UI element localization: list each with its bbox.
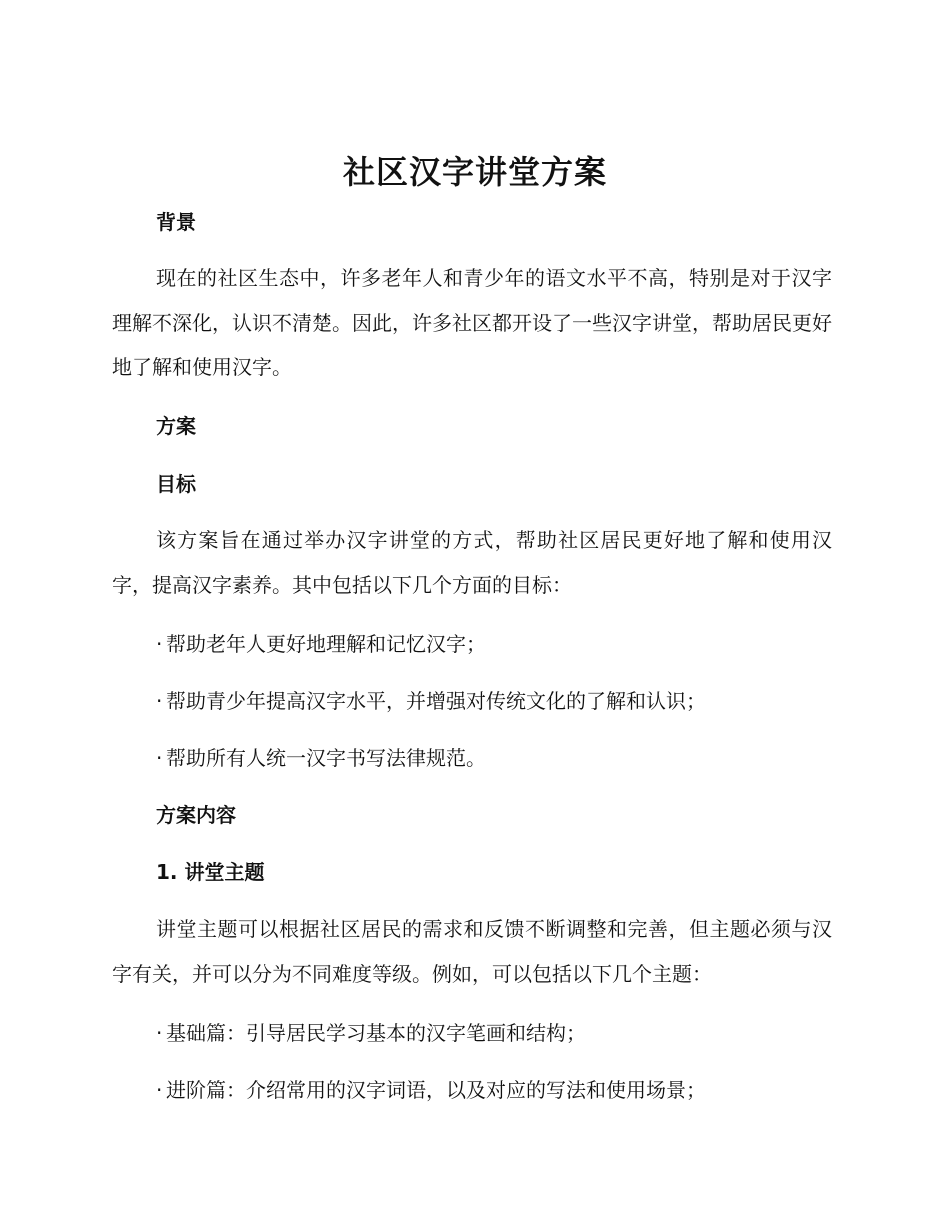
bullet-mark: · (156, 689, 163, 713)
section-heading-background: 背景 (156, 210, 196, 234)
section-heading-topic: 1. 讲堂主题 (156, 860, 265, 884)
bullet-mark: · (156, 1078, 163, 1102)
list-item-text: 基础篇：引导居民学习基本的汉字笔画和结构； (166, 1021, 586, 1045)
bullet-mark: · (156, 632, 163, 656)
list-item (156, 687, 706, 715)
list-item (156, 744, 486, 772)
section-heading-goal: 目标 (156, 472, 196, 496)
section-heading-content: 方案内容 (156, 803, 236, 827)
list-item-text: 帮助老年人更好地理解和记忆汉字； (166, 632, 486, 656)
list-item-text: 帮助所有人统一汉字书写法律规范。 (166, 746, 486, 770)
list-item-text: 帮助青少年提高汉字水平，并增强对传统文化的了解和认识； (166, 689, 706, 713)
list-item (156, 630, 486, 658)
list-item-text: 进阶篇：介绍常用的汉字词语，以及对应的写法和使用场景； (166, 1078, 706, 1102)
paragraph-topic: 讲堂主题可以根据社区居民的需求和反馈不断调整和完善，但主题必须与汉字有关，并可以分为不同难度等级。例如，可以包括以下几个主题： (112, 917, 832, 986)
list-item (156, 1076, 706, 1104)
paragraph-background: 现在的社区生态中，许多老年人和青少年的语文水平不高，特别是对于汉字理解不深化，认识不清楚。因此，许多社区都开设了一些汉字讲堂，帮助居民更好地了解和使用汉字。 (112, 266, 832, 379)
paragraph-goal: 该方案旨在通过举办汉字讲堂的方式，帮助社区居民更好地了解和使用汉字，提高汉字素养。其中包括以下几个方面的目标： (112, 528, 832, 597)
list-item (156, 1019, 586, 1047)
section-heading-plan: 方案 (156, 414, 196, 438)
bullet-mark: · (156, 1021, 163, 1045)
document-title: 社区汉字讲堂方案 (342, 153, 607, 191)
bullet-mark: · (156, 746, 163, 770)
